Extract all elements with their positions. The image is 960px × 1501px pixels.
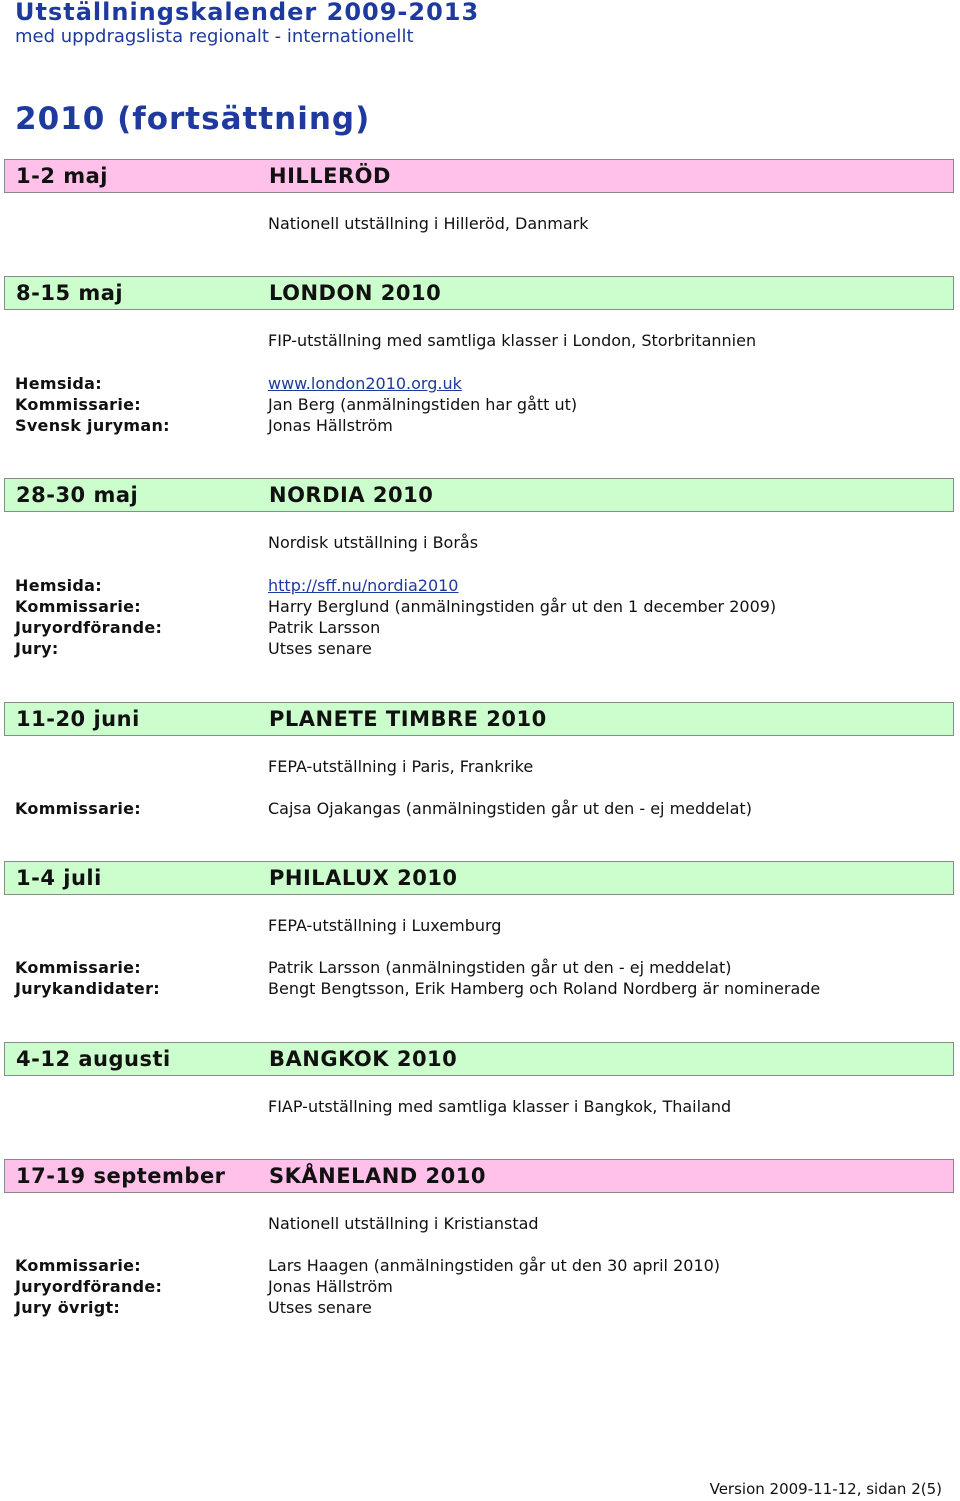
event-bar-philalux (4, 861, 954, 895)
event-date: 11-20 juni (16, 707, 140, 731)
homepage-link[interactable]: http://sff.nu/nordia2010 (268, 576, 459, 595)
event-bar-skaneland (4, 1159, 954, 1193)
detail-row (0, 618, 960, 639)
detail-label: Kommissarie: (15, 799, 142, 818)
event-name: SKÅNELAND 2010 (269, 1164, 486, 1188)
event-description: FEPA-utställning i Luxemburg (268, 916, 502, 935)
event-bar-nordia (4, 478, 954, 512)
detail-label: Jury: (15, 639, 59, 658)
detail-value: Jan Berg (anmälningstiden har gått ut) (268, 395, 578, 414)
detail-value: Jonas Hällström (268, 1277, 393, 1296)
detail-row (0, 1256, 960, 1277)
event-name: HILLERÖD (269, 164, 391, 188)
detail-row (0, 639, 960, 660)
detail-value: Cajsa Ojakangas (anmälningstiden går ut den - ej meddelat) (268, 799, 752, 818)
detail-label: Hemsida: (15, 374, 102, 393)
detail-value: Utses senare (268, 1298, 372, 1317)
event-name: BANGKOK 2010 (269, 1047, 458, 1071)
event-date: 17-19 september (16, 1164, 226, 1188)
homepage-link[interactable]: www.london2010.org.uk (268, 374, 462, 393)
detail-row (0, 395, 960, 416)
event-description: Nordisk utställning i Borås (268, 533, 479, 552)
detail-label: Juryordförande: (15, 618, 163, 637)
detail-row (0, 597, 960, 618)
event-bar-hilleroed (4, 159, 954, 193)
event-name: PHILALUX 2010 (269, 866, 458, 890)
detail-value: Patrik Larsson (anmälningstiden går ut den - ej meddelat) (268, 958, 732, 977)
event-date: 1-2 maj (16, 164, 109, 188)
detail-label: Hemsida: (15, 576, 102, 595)
event-name: PLANETE TIMBRE 2010 (269, 707, 547, 731)
detail-row (0, 958, 960, 979)
detail-value: Utses senare (268, 639, 372, 658)
detail-row (0, 576, 960, 597)
detail-label: Kommissarie: (15, 395, 142, 414)
event-bar-planete-timbre (4, 702, 954, 736)
event-name: NORDIA 2010 (269, 483, 434, 507)
event-date: 28-30 maj (16, 483, 139, 507)
event-description: FEPA-utställning i Paris, Frankrike (268, 757, 534, 776)
event-bar-london (4, 276, 954, 310)
event-description: Nationell utställning i Kristianstad (268, 1214, 539, 1233)
detail-label: Kommissarie: (15, 597, 142, 616)
event-date: 1-4 juli (16, 866, 102, 890)
detail-value: Harry Berglund (anmälningstiden går ut den 1 december 2009) (268, 597, 777, 616)
document-subtitle: med uppdragslista regionalt - internationellt (15, 26, 414, 47)
detail-label: Juryordförande: (15, 1277, 163, 1296)
detail-value: Bengt Bengtsson, Erik Hamberg och Roland Nordberg är nominerade (268, 979, 821, 998)
detail-label: Jurykandidater: (15, 979, 160, 998)
detail-row (0, 416, 960, 437)
event-description: Nationell utställning i Hilleröd, Danmark (268, 214, 589, 233)
detail-label: Kommissarie: (15, 1256, 142, 1275)
detail-label: Kommissarie: (15, 958, 142, 977)
detail-label: Jury övrigt: (15, 1298, 121, 1317)
detail-label: Svensk juryman: (15, 416, 170, 435)
detail-row (0, 799, 960, 820)
document-title: Utställningskalender 2009-2013 (15, 0, 480, 26)
section-heading: 2010 (fortsättning) (15, 101, 371, 137)
event-description: FIAP-utställning med samtliga klasser i Bangkok, Thailand (268, 1097, 732, 1116)
event-date: 4-12 augusti (16, 1047, 171, 1071)
event-bar-bangkok (4, 1042, 954, 1076)
detail-value: Lars Haagen (anmälningstiden går ut den 30 april 2010) (268, 1256, 721, 1275)
event-description: FIP-utställning med samtliga klasser i London, Storbritannien (268, 331, 757, 350)
event-date: 8-15 maj (16, 281, 124, 305)
detail-row (0, 1298, 960, 1319)
event-name: LONDON 2010 (269, 281, 442, 305)
detail-value: Patrik Larsson (268, 618, 381, 637)
detail-row (0, 979, 960, 1000)
detail-row (0, 374, 960, 395)
detail-row (0, 1277, 960, 1298)
page-footer: Version 2009-11-12, sidan 2(5) (709, 1480, 942, 1498)
detail-value: Jonas Hällström (268, 416, 393, 435)
